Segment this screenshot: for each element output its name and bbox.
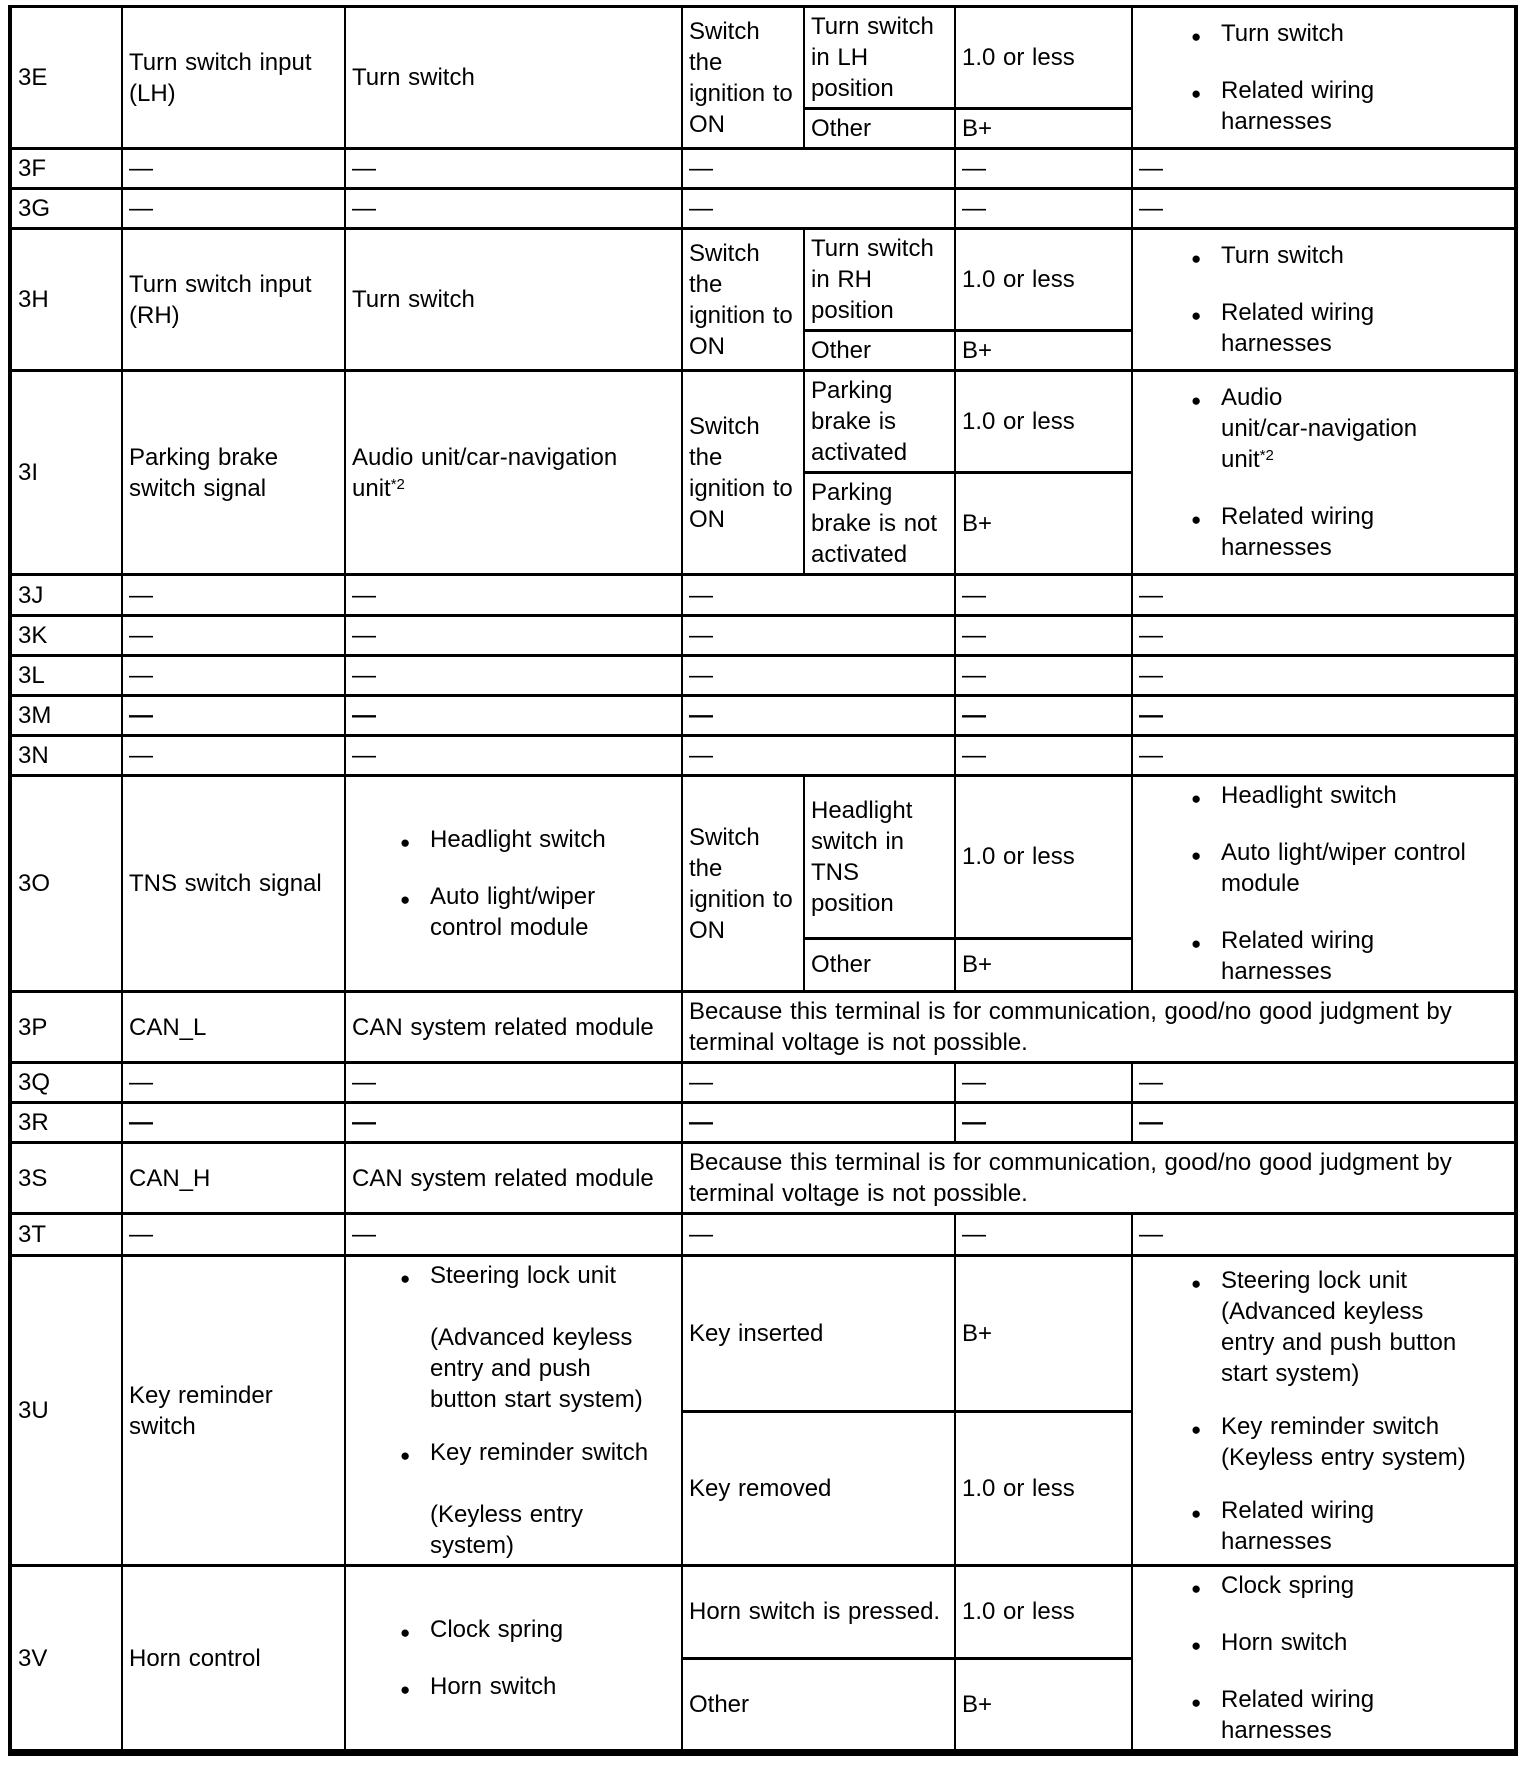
dash-cell: — bbox=[1132, 189, 1516, 229]
terminal-cell: 3E bbox=[10, 7, 122, 149]
text-line: Switch bbox=[689, 17, 760, 45]
table-row-3s bbox=[10, 1143, 1516, 1214]
condition-cell: Parking brake is activated bbox=[804, 371, 955, 473]
text-line: ● Steering lock unit bbox=[1221, 1266, 1408, 1294]
text-line: ● Related wiring bbox=[1221, 299, 1375, 326]
text-line: ● Steering lock unit bbox=[430, 1262, 617, 1289]
connected-cell bbox=[345, 776, 682, 992]
list-item bbox=[1191, 1411, 1508, 1473]
text-line: entry and push bbox=[430, 1355, 591, 1382]
voltage-cell: 1.0 or less bbox=[955, 371, 1132, 473]
text-line: ● Clock spring bbox=[1221, 1572, 1355, 1599]
text-line bbox=[430, 1291, 675, 1322]
text-line: the bbox=[689, 443, 723, 471]
text-line: unit/car-navigation bbox=[1221, 415, 1418, 442]
signal-cell: Parking brake switch signal bbox=[122, 371, 345, 575]
table-row-3o bbox=[10, 776, 1516, 939]
condition-cell: Horn switch is pressed. bbox=[682, 1566, 955, 1659]
text-line: the bbox=[689, 854, 723, 882]
dash-cell: — bbox=[955, 189, 1132, 229]
connected-list bbox=[352, 1260, 675, 1561]
dash-cell: — bbox=[1132, 575, 1516, 616]
inspection-list bbox=[1139, 240, 1508, 359]
table-row-3g bbox=[10, 189, 1516, 229]
text-segment: unit bbox=[1221, 446, 1260, 473]
dash-cell: — bbox=[345, 1103, 682, 1143]
signal-cell: Horn control bbox=[122, 1566, 345, 1753]
text-line: start system) bbox=[1221, 1359, 1360, 1387]
list-item bbox=[1191, 1627, 1508, 1658]
condition-cell: Other bbox=[682, 1658, 955, 1752]
text-line: ON bbox=[689, 110, 725, 138]
text-line: system) bbox=[430, 1532, 514, 1559]
text-line: (Keyless entry system) bbox=[1221, 1443, 1466, 1471]
text-line: harnesses bbox=[1221, 1717, 1332, 1744]
dash-cell: — bbox=[682, 696, 955, 736]
text-line: module bbox=[1221, 870, 1300, 897]
list-item bbox=[1191, 75, 1508, 137]
connected-cell: Turn switch bbox=[345, 7, 682, 149]
signal-cell: Turn switch input (RH) bbox=[122, 229, 345, 371]
dash-cell: — bbox=[1132, 736, 1516, 776]
inspection-cell bbox=[1132, 371, 1516, 575]
dash-cell: — bbox=[345, 1214, 682, 1256]
text-line: ignition to bbox=[689, 79, 793, 107]
text-line: ● Turn switch bbox=[1221, 242, 1344, 269]
table-row-3v bbox=[10, 1566, 1516, 1659]
dash-cell: — bbox=[1132, 149, 1516, 189]
dash-cell: — bbox=[682, 1103, 955, 1143]
inspection-cell bbox=[1132, 1566, 1516, 1753]
dash-cell: — bbox=[345, 656, 682, 696]
signal-cell: Turn switch input (LH) bbox=[122, 7, 345, 149]
text-line: entry and push button bbox=[1221, 1328, 1457, 1356]
dash-cell: — bbox=[1132, 656, 1516, 696]
list-item bbox=[1191, 382, 1508, 475]
test-condition-cell bbox=[682, 229, 804, 371]
text-line: ignition to bbox=[689, 474, 793, 502]
terminal-cell: 3G bbox=[10, 189, 122, 229]
dash-cell: — bbox=[682, 656, 955, 696]
dash-cell: — bbox=[122, 575, 345, 616]
condition-cell: Parking brake is not activated bbox=[804, 473, 955, 575]
table-row-3r bbox=[10, 1103, 1516, 1143]
text-line: ● Auto light/wiper bbox=[430, 883, 596, 910]
text-line: ● Horn switch bbox=[430, 1673, 557, 1700]
text-line: Switch bbox=[689, 823, 760, 851]
text-line: ● Key reminder switch bbox=[1221, 1412, 1440, 1440]
table-row-3p bbox=[10, 992, 1516, 1063]
inspection-list bbox=[1139, 382, 1508, 563]
dash-cell: — bbox=[345, 736, 682, 776]
connected-cell: Turn switch bbox=[345, 229, 682, 371]
dash-cell: — bbox=[122, 149, 345, 189]
text-line: ON bbox=[689, 916, 725, 944]
table-row-3m bbox=[10, 696, 1516, 736]
text-line: ● Key reminder switch bbox=[430, 1439, 649, 1466]
text-line: ● Related wiring bbox=[1221, 1686, 1375, 1713]
dash-cell: — bbox=[122, 696, 345, 736]
dash-cell: — bbox=[955, 1103, 1132, 1143]
dash-cell: — bbox=[682, 575, 955, 616]
dash-cell: — bbox=[345, 696, 682, 736]
list-item bbox=[400, 1437, 675, 1561]
inspection-list bbox=[1139, 1570, 1508, 1746]
inspection-cell bbox=[1132, 229, 1516, 371]
table-row-3f bbox=[10, 149, 1516, 189]
connected-list bbox=[352, 1614, 675, 1702]
dash-cell: — bbox=[122, 656, 345, 696]
list-item bbox=[1191, 837, 1508, 899]
table-row-3i bbox=[10, 371, 1516, 473]
table-row-3l bbox=[10, 656, 1516, 696]
list-item bbox=[400, 881, 675, 943]
dash-cell: — bbox=[682, 149, 955, 189]
list-item bbox=[400, 1614, 675, 1645]
test-condition-cell bbox=[682, 7, 804, 149]
dash-cell: — bbox=[122, 189, 345, 229]
list-item bbox=[1191, 780, 1508, 811]
test-condition-cell bbox=[682, 371, 804, 575]
terminal-cell: 3I bbox=[10, 371, 122, 575]
text-line: ● Headlight switch bbox=[1221, 782, 1397, 809]
condition-cell: Turn switch in LH position bbox=[804, 7, 955, 109]
text-line: ● Related wiring bbox=[1221, 1496, 1375, 1524]
text-line: the bbox=[689, 270, 723, 298]
dash-cell: — bbox=[345, 616, 682, 656]
condition-cell: Other bbox=[804, 331, 955, 371]
voltage-cell: B+ bbox=[955, 331, 1132, 371]
text-line: button start system) bbox=[430, 1386, 643, 1413]
inspection-cell bbox=[1132, 776, 1516, 992]
text-line: Switch bbox=[689, 239, 760, 267]
dash-cell: — bbox=[955, 1063, 1132, 1103]
dash-cell: — bbox=[955, 616, 1132, 656]
voltage-cell: B+ bbox=[955, 1256, 1132, 1412]
dash-cell: — bbox=[122, 1214, 345, 1256]
terminal-cell: 3M bbox=[10, 696, 122, 736]
inspection-list bbox=[1139, 780, 1508, 987]
dash-cell: — bbox=[682, 736, 955, 776]
text-line: ● Related wiring bbox=[1221, 927, 1375, 954]
terminal-cell: 3K bbox=[10, 616, 122, 656]
list-item bbox=[400, 1260, 675, 1415]
dash-cell: — bbox=[345, 149, 682, 189]
dash-cell: — bbox=[345, 1063, 682, 1103]
voltage-cell: 1.0 or less bbox=[955, 1566, 1132, 1659]
text-line: ignition to bbox=[689, 885, 793, 913]
text-line: ● Related wiring bbox=[1221, 77, 1375, 104]
table-row-3u bbox=[10, 1256, 1516, 1412]
footnote-superscript: *2 bbox=[1259, 447, 1274, 464]
dash-cell: — bbox=[122, 1063, 345, 1103]
text-line: (Advanced keyless bbox=[430, 1324, 633, 1351]
list-item bbox=[400, 1671, 675, 1702]
text-line: the bbox=[689, 48, 723, 76]
connected-cell: CAN system related module bbox=[345, 992, 682, 1063]
text-line: harnesses bbox=[1221, 1527, 1332, 1555]
list-item bbox=[1191, 501, 1508, 563]
voltage-cell: B+ bbox=[955, 1658, 1132, 1752]
text-line: (Keyless entry bbox=[430, 1501, 584, 1528]
table-row-3q bbox=[10, 1063, 1516, 1103]
text-line: harnesses bbox=[1221, 108, 1332, 135]
terminal-cell: 3S bbox=[10, 1143, 122, 1214]
dash-cell: — bbox=[955, 736, 1132, 776]
table-row-3h bbox=[10, 229, 1516, 331]
note-cell: Because this terminal is for communication, good/no good judgment by terminal voltage is not possible. bbox=[682, 992, 1516, 1063]
dash-cell: — bbox=[955, 656, 1132, 696]
list-item bbox=[1191, 1495, 1508, 1557]
dash-cell: — bbox=[682, 1214, 955, 1256]
text-line: ON bbox=[689, 332, 725, 360]
terminal-cell: 3T bbox=[10, 1214, 122, 1256]
connected-list bbox=[352, 824, 675, 943]
inspection-cell bbox=[1132, 7, 1516, 149]
text-line: ● Headlight switch bbox=[430, 826, 606, 853]
text-line: ● Audio bbox=[1221, 384, 1283, 411]
inspection-cell bbox=[1132, 1256, 1516, 1566]
text-line: ON bbox=[689, 505, 725, 533]
connected-cell bbox=[345, 1256, 682, 1566]
dash-cell: — bbox=[682, 1063, 955, 1103]
terminal-cell: 3R bbox=[10, 1103, 122, 1143]
dash-cell: — bbox=[955, 575, 1132, 616]
terminal-cell: 3H bbox=[10, 229, 122, 371]
footnote-superscript: *2 bbox=[390, 475, 405, 493]
terminal-cell: 3L bbox=[10, 656, 122, 696]
dash-cell: — bbox=[122, 736, 345, 776]
voltage-cell: 1.0 or less bbox=[955, 1411, 1132, 1565]
dash-cell: — bbox=[955, 696, 1132, 736]
list-item bbox=[1191, 297, 1508, 359]
terminal-cell: 3Q bbox=[10, 1063, 122, 1103]
terminal-voltage-table bbox=[8, 5, 1518, 1756]
voltage-cell: B+ bbox=[955, 473, 1132, 575]
condition-cell: Key inserted bbox=[682, 1256, 955, 1412]
list-item bbox=[1191, 18, 1508, 49]
signal-cell: CAN_H bbox=[122, 1143, 345, 1214]
dash-cell: — bbox=[682, 189, 955, 229]
dash-cell: — bbox=[1132, 696, 1516, 736]
signal-cell: CAN_L bbox=[122, 992, 345, 1063]
inspection-list bbox=[1139, 1265, 1508, 1557]
dash-cell: — bbox=[122, 616, 345, 656]
list-item bbox=[1191, 1684, 1508, 1746]
condition-cell: Turn switch in RH position bbox=[804, 229, 955, 331]
list-item bbox=[400, 824, 675, 855]
voltage-cell: B+ bbox=[955, 938, 1132, 991]
terminal-cell: 3N bbox=[10, 736, 122, 776]
dash-cell: — bbox=[955, 1214, 1132, 1256]
text-line: ● Turn switch bbox=[1221, 20, 1344, 47]
dash-cell: — bbox=[1132, 1103, 1516, 1143]
terminal-cell: 3P bbox=[10, 992, 122, 1063]
list-item bbox=[1191, 240, 1508, 271]
table-row-3j bbox=[10, 575, 1516, 616]
condition-cell: Other bbox=[804, 109, 955, 149]
connected-cell: CAN system related module bbox=[345, 1143, 682, 1214]
terminal-cell: 3J bbox=[10, 575, 122, 616]
text-line: harnesses bbox=[1221, 330, 1332, 357]
list-item bbox=[1191, 1265, 1508, 1389]
dash-cell: — bbox=[1132, 1214, 1516, 1256]
voltage-cell: 1.0 or less bbox=[955, 776, 1132, 939]
dash-cell: — bbox=[122, 1103, 345, 1143]
dash-cell: — bbox=[1132, 616, 1516, 656]
table-row-3t bbox=[10, 1214, 1516, 1256]
text-line bbox=[1221, 444, 1508, 475]
text-line: (Advanced keyless bbox=[1221, 1297, 1424, 1325]
text-line: ● Related wiring bbox=[1221, 503, 1375, 530]
table-row-3e bbox=[10, 7, 1516, 109]
condition-cell: Other bbox=[804, 938, 955, 991]
table-row-3n bbox=[10, 736, 1516, 776]
voltage-cell: 1.0 or less bbox=[955, 7, 1132, 109]
text-line: ● Horn switch bbox=[1221, 1629, 1348, 1656]
text-line: Switch bbox=[689, 412, 760, 440]
list-item bbox=[1191, 1570, 1508, 1601]
text-line bbox=[430, 1468, 675, 1499]
inspection-list bbox=[1139, 18, 1508, 137]
signal-cell: TNS switch signal bbox=[122, 776, 345, 992]
dash-cell: — bbox=[955, 149, 1132, 189]
text-line: ● Auto light/wiper control bbox=[1221, 839, 1466, 866]
dash-cell: — bbox=[1132, 1063, 1516, 1103]
text-line: ignition to bbox=[689, 301, 793, 329]
terminal-cell: 3F bbox=[10, 149, 122, 189]
text-line: harnesses bbox=[1221, 958, 1332, 985]
dash-cell: — bbox=[345, 189, 682, 229]
terminal-cell: 3U bbox=[10, 1256, 122, 1566]
connected-cell bbox=[345, 1566, 682, 1753]
dash-cell: — bbox=[345, 575, 682, 616]
note-cell: Because this terminal is for communication, good/no good judgment by terminal voltage is not possible. bbox=[682, 1143, 1516, 1214]
connected-cell bbox=[345, 371, 682, 575]
condition-cell: Headlight switch in TNS position bbox=[804, 776, 955, 939]
voltage-cell: B+ bbox=[955, 109, 1132, 149]
text-line: harnesses bbox=[1221, 534, 1332, 561]
terminal-cell: 3V bbox=[10, 1566, 122, 1753]
dash-cell: — bbox=[682, 616, 955, 656]
list-item bbox=[1191, 925, 1508, 987]
voltage-cell: 1.0 or less bbox=[955, 229, 1132, 331]
connected-text: Audio unit/car-navigation unit bbox=[352, 443, 618, 502]
table-row-3k bbox=[10, 616, 1516, 656]
text-line: ● Clock spring bbox=[430, 1616, 564, 1643]
text-line: control module bbox=[430, 914, 589, 941]
terminal-cell: 3O bbox=[10, 776, 122, 992]
signal-cell: Key reminder switch bbox=[122, 1256, 345, 1566]
test-condition-cell bbox=[682, 776, 804, 992]
condition-cell: Key removed bbox=[682, 1411, 955, 1565]
